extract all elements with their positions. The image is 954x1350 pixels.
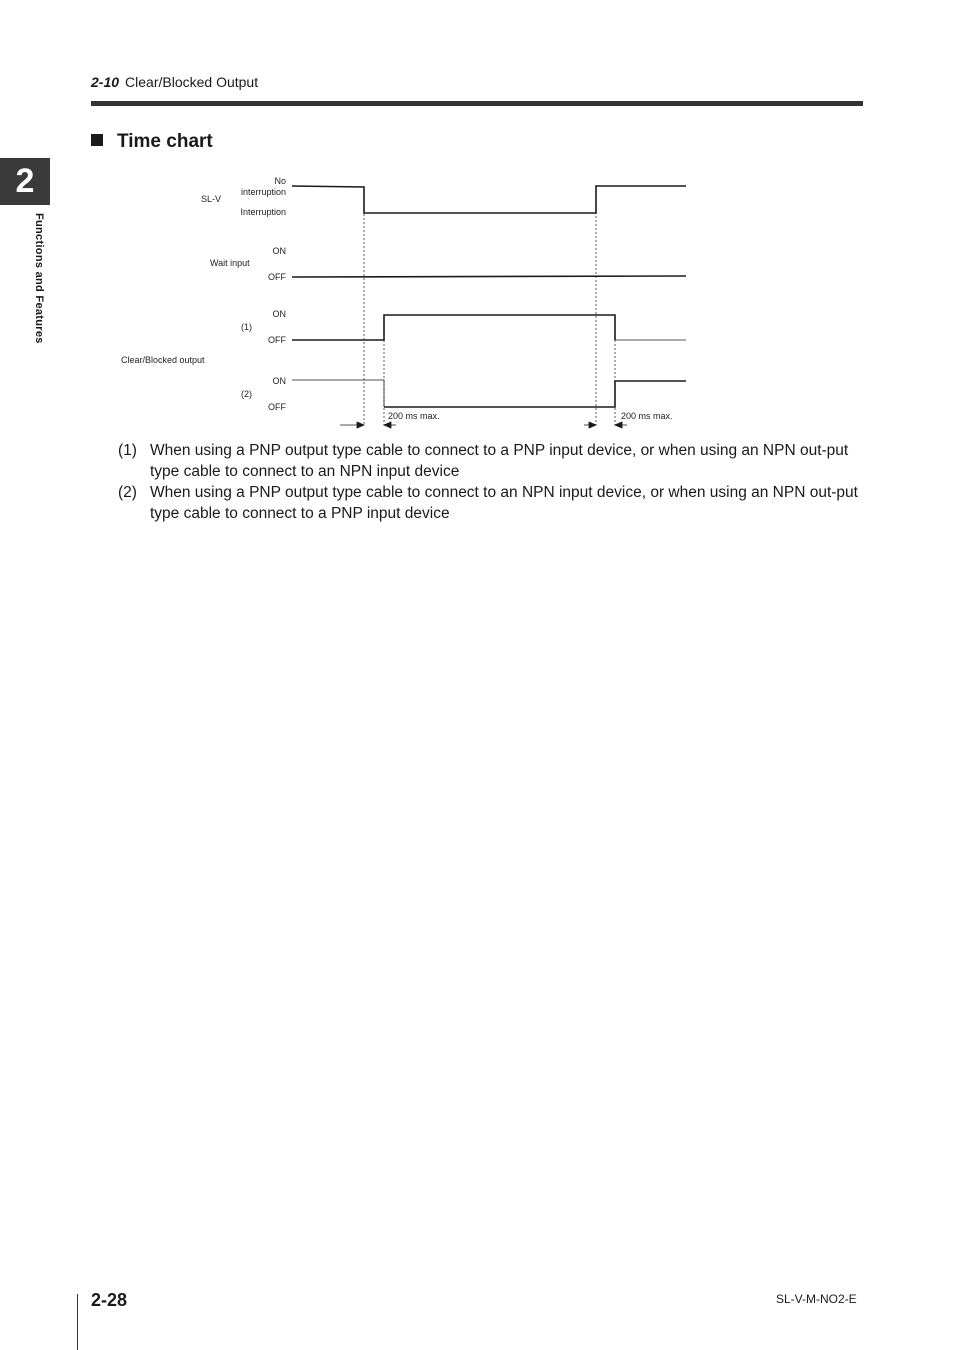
output-2-signal-name: (2) xyxy=(241,389,252,399)
section-title: Clear/Blocked Output xyxy=(125,74,259,90)
output-2-high-label: ON xyxy=(272,376,286,386)
sl-v-low-label: Interruption xyxy=(240,207,286,217)
output-1-low-label: OFF xyxy=(268,335,286,345)
delay-label-2: 200 ms max. xyxy=(621,411,673,421)
delay-label-1: 200 ms max. xyxy=(388,411,440,421)
note-text: When using a PNP output type cable to connect to an NPN input device, or when using an NPN out-put type cable to connect to a PNP input device xyxy=(150,484,858,522)
chapter-tab: 2 xyxy=(0,158,50,205)
clear-blocked-output-label: Clear/Blocked output xyxy=(121,355,205,365)
output-2-low-label: OFF xyxy=(268,402,286,412)
note-number: (2) xyxy=(118,484,137,501)
arrow-left-icon xyxy=(615,422,622,428)
timing-chart xyxy=(0,0,954,440)
notes-list xyxy=(118,440,868,524)
wait-input-waveform xyxy=(292,276,686,277)
page-number: 2-28 xyxy=(91,1290,128,1310)
arrow-right-icon xyxy=(589,422,596,428)
section-number: 2-10 xyxy=(91,74,120,90)
arrow-left-icon xyxy=(384,422,391,428)
sl-v-interruption-label: interruption xyxy=(240,187,286,197)
sl-v-signal-name: SL-V xyxy=(201,194,222,204)
document-code: SL-V-M-NO2-E xyxy=(776,1292,857,1306)
wait-input-high-label: ON xyxy=(272,246,286,256)
sl-v-waveform xyxy=(292,186,686,213)
sl-v-no-label: No xyxy=(274,176,286,186)
list-item xyxy=(118,440,868,482)
arrow-right-icon xyxy=(357,422,364,428)
wait-input-signal-name: Wait input xyxy=(210,258,250,268)
note-text: When using a PNP output type cable to connect to a PNP input device, or when using an NPN out-put type cable to connect to an NPN input device xyxy=(150,442,849,480)
output-2-head xyxy=(292,380,384,407)
heading-text: Time chart xyxy=(117,131,213,152)
output-1-high-label: ON xyxy=(272,309,286,319)
wait-input-low-label: OFF xyxy=(268,272,286,282)
output-1-waveform xyxy=(292,315,615,340)
output-2-waveform xyxy=(384,381,686,407)
chapter-side-label: Functions and Features xyxy=(33,213,45,344)
output-1-signal-name: (1) xyxy=(241,322,252,332)
list-item xyxy=(118,482,868,524)
note-number: (1) xyxy=(118,442,137,459)
footer-rule xyxy=(77,1294,78,1350)
